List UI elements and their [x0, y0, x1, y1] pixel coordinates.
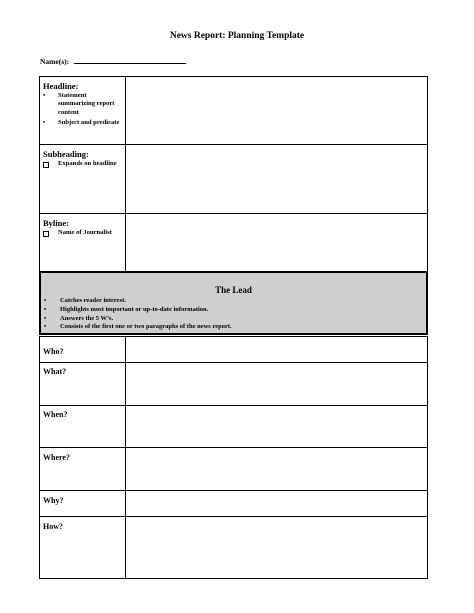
what-label: What? [43, 367, 67, 376]
list-item [43, 229, 122, 240]
lead-items [41, 297, 426, 332]
byline-answer-cell[interactable] [126, 214, 428, 273]
names-underline[interactable] [74, 56, 186, 64]
why-answer-cell[interactable] [126, 491, 428, 517]
headline-items [43, 92, 122, 128]
list-item [44, 297, 426, 306]
headline-heading: Headline: [43, 81, 79, 91]
item-text: Statement summarizing report content [58, 92, 115, 116]
subheading-label-cell [40, 145, 126, 214]
headline-label-cell [40, 77, 126, 145]
bullet-icon: • [44, 305, 47, 313]
headline-row [40, 77, 428, 145]
who-answer-cell[interactable] [126, 337, 428, 363]
how-label: How? [43, 522, 63, 531]
list-item [43, 119, 122, 127]
item-text: Subject and predicate [58, 119, 120, 127]
when-label: When? [43, 410, 68, 419]
why-row [40, 491, 428, 517]
bullet-icon: • [43, 92, 46, 99]
how-answer-cell[interactable] [126, 517, 428, 579]
item-text: Highlights most important or up-to-date information. [60, 305, 209, 313]
why-label-cell [40, 491, 126, 517]
item-text: Answers the 5 W’s. [60, 314, 114, 322]
when-answer-cell[interactable] [126, 406, 428, 448]
item-text: Name of Journalist [58, 229, 112, 236]
where-label: Where? [43, 453, 70, 462]
when-row [40, 406, 428, 448]
names-label: Name(s): [40, 57, 70, 66]
bullet-icon: • [44, 314, 47, 322]
headline-answer-cell[interactable] [126, 77, 428, 145]
list-item [44, 315, 426, 324]
subheading-items [43, 160, 122, 171]
what-row [40, 363, 428, 406]
byline-row [40, 214, 428, 273]
checkbox-icon [43, 229, 58, 240]
how-row [40, 517, 428, 579]
when-label-cell [40, 406, 126, 448]
who-label-cell [40, 337, 126, 363]
subheading-answer-cell[interactable] [126, 145, 428, 214]
subheading-row [40, 145, 428, 214]
bullet-icon: • [44, 297, 47, 304]
questions-table [39, 336, 428, 579]
item-text: Expands on headline [58, 160, 117, 167]
list-item [43, 92, 122, 117]
names-field [40, 56, 186, 66]
where-row [40, 448, 428, 491]
byline-label-cell [40, 214, 126, 273]
upper-table [39, 76, 428, 273]
lead-title: The Lead [215, 285, 252, 295]
what-label-cell [40, 363, 126, 406]
what-answer-cell[interactable] [126, 363, 428, 406]
item-text: Consists of the first one or two paragraphs of the news report. [60, 323, 232, 331]
where-label-cell [40, 448, 126, 491]
who-row [40, 337, 428, 363]
checkbox-icon [43, 160, 58, 171]
who-label: Who? [43, 347, 64, 356]
list-item [44, 306, 426, 315]
subheading-heading: Subheading: [43, 149, 89, 159]
bullet-icon: • [44, 323, 47, 331]
list-item [43, 160, 122, 171]
item-text: Catches reader interest. [60, 297, 126, 304]
lead-box [39, 271, 428, 335]
why-label: Why? [43, 496, 64, 505]
how-label-cell [40, 517, 126, 579]
bullet-icon: • [43, 119, 46, 127]
where-answer-cell[interactable] [126, 448, 428, 491]
byline-heading: Byline: [43, 218, 69, 228]
byline-items [43, 229, 122, 240]
document-title: News Report: Planning Template [169, 31, 305, 41]
list-item [44, 323, 426, 332]
